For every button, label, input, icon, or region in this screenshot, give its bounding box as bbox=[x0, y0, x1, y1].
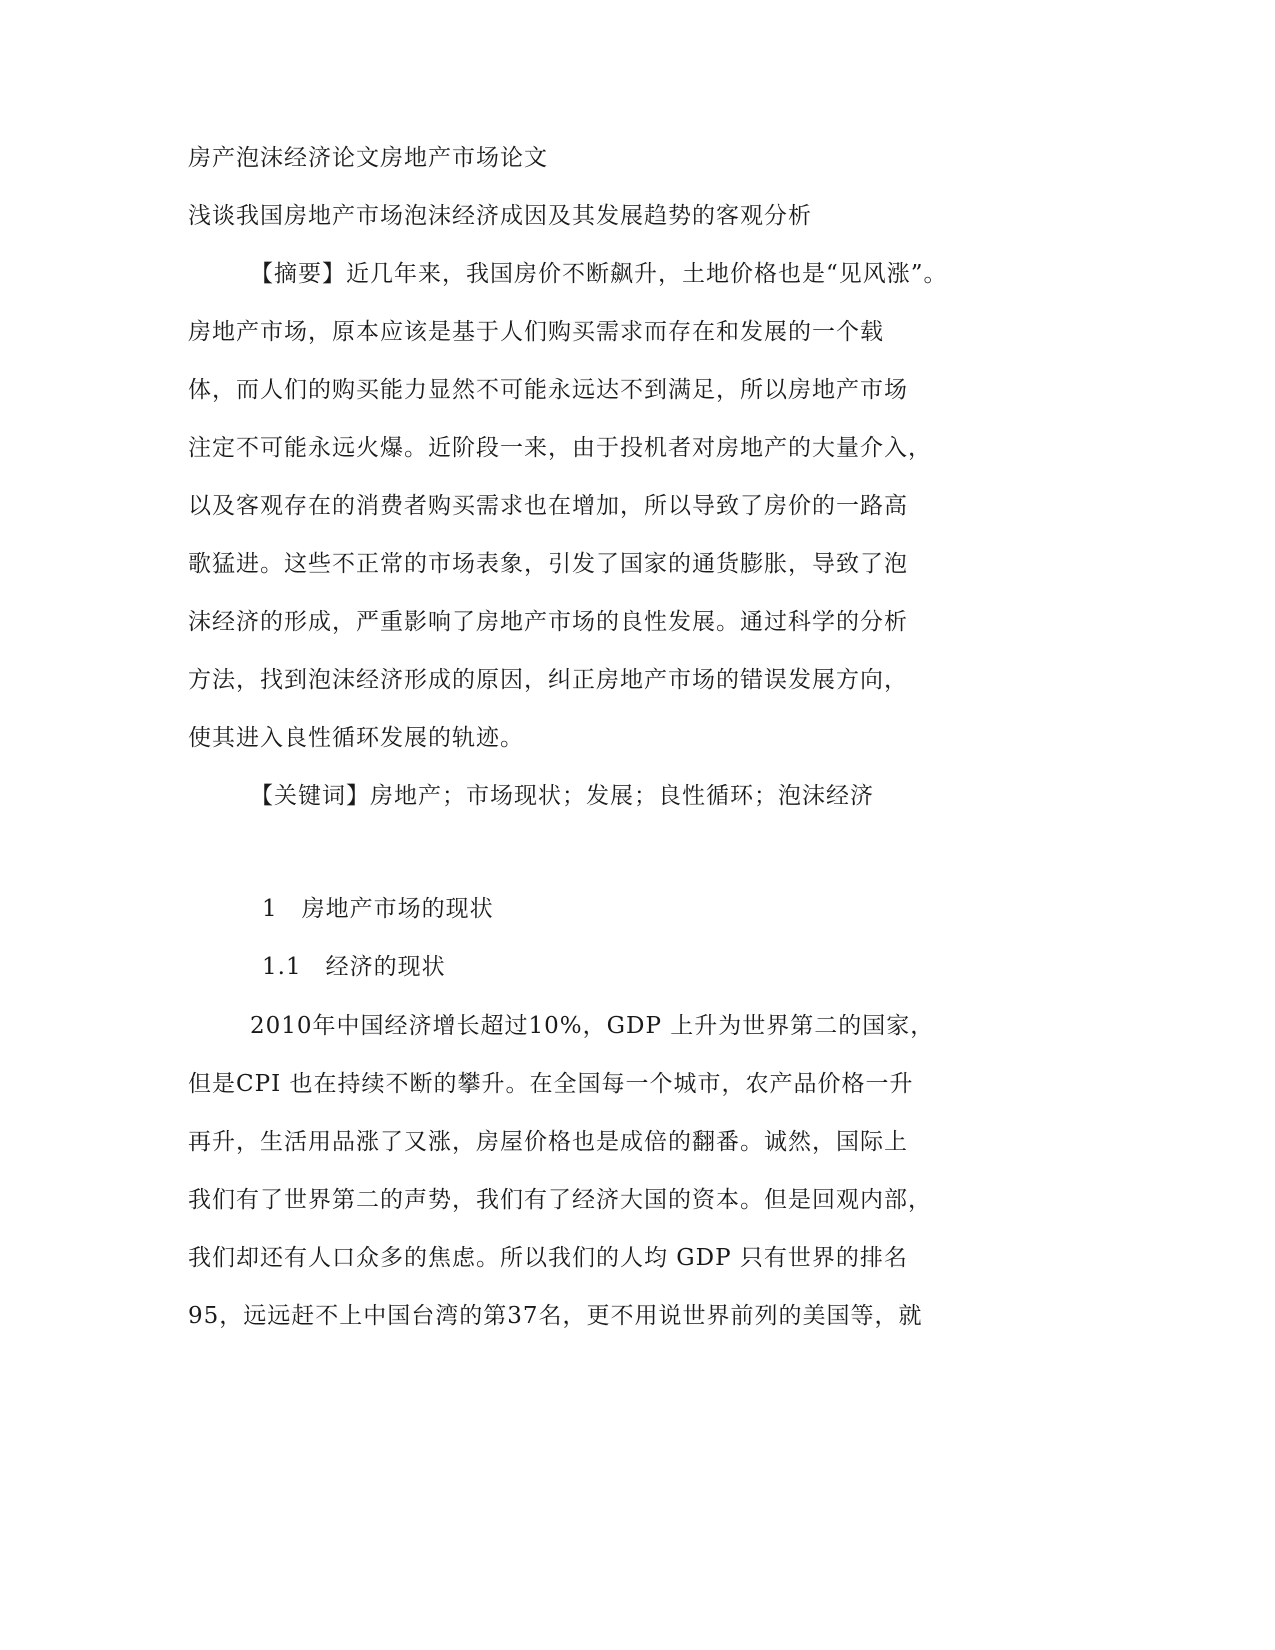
abstract-line: 房地产市场，原本应该是基于人们购买需求而存在和发展的一个载 bbox=[188, 319, 884, 345]
body-line: 我们却还有人口众多的焦虑。所以我们的人均 GDP 只有世界的排名 bbox=[188, 1245, 908, 1271]
abstract-line: 【摘要】近几年来，我国房价不断飙升，土地价格也是“见风涨”。 bbox=[250, 261, 948, 287]
abstract-line: 体，而人们的购买能力显然不可能永远达不到满足，所以房地产市场 bbox=[188, 377, 908, 403]
abstract-line: 歌猛进。这些不正常的市场表象，引发了国家的通货膨胀，导致了泡 bbox=[188, 551, 908, 577]
body-line: 再升，生活用品涨了又涨，房屋价格也是成倍的翻番。诚然，国际上 bbox=[188, 1129, 908, 1155]
abstract-line: 使其进入良性循环发展的轨迹。 bbox=[188, 725, 524, 751]
body-line: 95，远远赶不上中国台湾的第37名，更不用说世界前列的美国等，就 bbox=[188, 1303, 923, 1329]
abstract-line: 方法，找到泡沫经济形成的原因，纠正房地产市场的错误发展方向， bbox=[188, 667, 908, 693]
keywords-line: 【关键词】房地产；市场现状；发展；良性循环；泡沫经济 bbox=[250, 783, 874, 809]
abstract-line: 注定不可能永远火爆。近阶段一来，由于投机者对房地产的大量介入， bbox=[188, 435, 932, 461]
abstract-line: 沫经济的形成，严重影响了房地产市场的良性发展。通过科学的分析 bbox=[188, 609, 908, 635]
body-line: 2010年中国经济增长超过10%，GDP 上升为世界第二的国家， bbox=[250, 1013, 935, 1039]
section-heading: 1 房地产市场的现状 bbox=[262, 896, 494, 922]
subsection-heading: 1.1 经济的现状 bbox=[262, 954, 446, 980]
abstract-line: 以及客观存在的消费者购买需求也在增加，所以导致了房价的一路高 bbox=[188, 493, 908, 519]
document-title: 房产泡沫经济论文房地产市场论文 bbox=[188, 145, 548, 171]
body-line: 我们有了世界第二的声势，我们有了经济大国的资本。但是回观内部， bbox=[188, 1187, 932, 1213]
paper-title: 浅谈我国房地产市场泡沫经济成因及其发展趋势的客观分析 bbox=[188, 203, 812, 229]
body-line: 但是CPI 也在持续不断的攀升。在全国每一个城市，农产品价格一升 bbox=[188, 1071, 914, 1097]
